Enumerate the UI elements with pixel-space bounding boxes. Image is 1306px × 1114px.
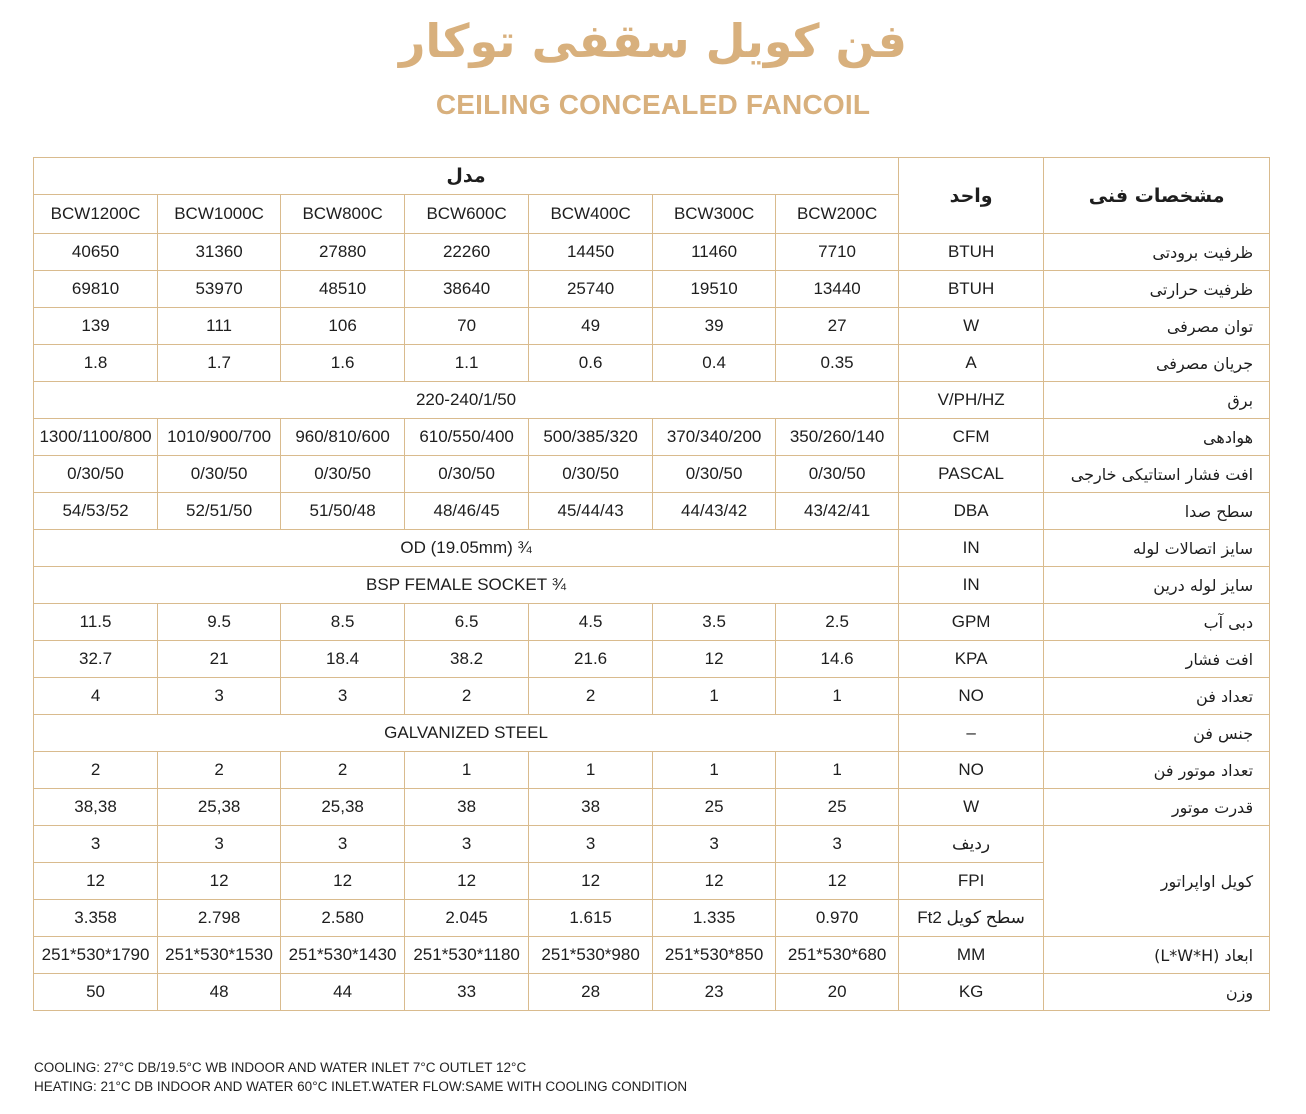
row-value: 25: [776, 789, 899, 826]
table-row: [34, 604, 1270, 641]
row-value: 0/30/50: [281, 456, 405, 493]
row-param: سطح صدا: [1044, 493, 1270, 530]
row-value: 12: [34, 863, 158, 900]
row-value: 2: [529, 678, 653, 715]
row-merged-value: ¾ OD (19.05mm): [34, 530, 899, 567]
row-value: 44/43/42: [653, 493, 776, 530]
model-name: BCW1000C: [158, 195, 281, 234]
row-value: 6.5: [405, 604, 529, 641]
row-value: 54/53/52: [34, 493, 158, 530]
row-unit: NO: [899, 752, 1044, 789]
page-title-fa: فن کویل سقفی توکار: [398, 14, 908, 68]
row-value: 31360: [158, 234, 281, 271]
row-value: 48510: [281, 271, 405, 308]
table-row: [34, 456, 1270, 493]
row-value: 1.7: [158, 345, 281, 382]
row-value: 14.6: [776, 641, 899, 678]
row-value: 850*530*251: [653, 937, 776, 974]
row-value: 27: [776, 308, 899, 345]
table-row: [34, 715, 1270, 752]
row-value: 2: [158, 752, 281, 789]
row-value: 4: [34, 678, 158, 715]
spec-table: [33, 157, 1270, 1011]
row-value: 11460: [653, 234, 776, 271]
row-unit: KPA: [899, 641, 1044, 678]
row-param: سایز اتصالات لوله: [1044, 530, 1270, 567]
row-unit: V/PH/HZ: [899, 382, 1044, 419]
row-value: 139: [34, 308, 158, 345]
row-value: 69810: [34, 271, 158, 308]
row-value: 3: [281, 826, 405, 863]
table-row: [34, 419, 1270, 456]
row-value: 3.5: [653, 604, 776, 641]
row-value: 23: [653, 974, 776, 1011]
row-unit: سطح کویل Ft2: [899, 900, 1044, 937]
row-unit: MM: [899, 937, 1044, 974]
note-cooling: COOLING: 27°C DB/19.5°C WB INDOOR AND WATER INLET 7°C OUTLET 12°C: [34, 1060, 527, 1075]
row-value: 0.6: [529, 345, 653, 382]
row-value: 3: [405, 826, 529, 863]
row-value: 12: [653, 641, 776, 678]
row-value: 3: [653, 826, 776, 863]
row-merged-value: ¾ BSP FEMALE SOCKET: [34, 567, 899, 604]
row-unit: –: [899, 715, 1044, 752]
row-unit: GPM: [899, 604, 1044, 641]
row-value: 25,38: [281, 789, 405, 826]
header-param: مشخصات فنی: [1044, 158, 1270, 234]
row-value: 33: [405, 974, 529, 1011]
row-value: 1.6: [281, 345, 405, 382]
model-name: BCW200C: [776, 195, 899, 234]
row-value: 38: [529, 789, 653, 826]
row-value: 38640: [405, 271, 529, 308]
table-row: [34, 641, 1270, 678]
row-value: 680*530*251: [776, 937, 899, 974]
row-param: ابعاد (L*W*H): [1044, 937, 1270, 974]
row-merged-value: GALVANIZED STEEL: [34, 715, 899, 752]
model-name: BCW300C: [653, 195, 776, 234]
row-value: 1010/900/700: [158, 419, 281, 456]
row-param: ظرفیت حرارتی: [1044, 271, 1270, 308]
row-merged-value: 220-240/1/50: [34, 382, 899, 419]
row-value: 3: [158, 678, 281, 715]
row-value: 1.8: [34, 345, 158, 382]
row-param: دبی آب: [1044, 604, 1270, 641]
row-value: 980*530*251: [529, 937, 653, 974]
row-value: 21: [158, 641, 281, 678]
row-value: 48/46/45: [405, 493, 529, 530]
row-unit: IN: [899, 567, 1044, 604]
row-value: 0/30/50: [776, 456, 899, 493]
table-row: [34, 752, 1270, 789]
row-value: 370/340/200: [653, 419, 776, 456]
row-value: 4.5: [529, 604, 653, 641]
model-name: BCW1200C: [34, 195, 158, 234]
row-param: تعداد فن: [1044, 678, 1270, 715]
row-param: برق: [1044, 382, 1270, 419]
row-value: 3: [529, 826, 653, 863]
row-value: 49: [529, 308, 653, 345]
row-value: 25740: [529, 271, 653, 308]
row-value: 1: [776, 752, 899, 789]
row-value: 0.970: [776, 900, 899, 937]
row-value: 11.5: [34, 604, 158, 641]
row-value: 12: [405, 863, 529, 900]
row-value: 610/550/400: [405, 419, 529, 456]
row-value: 1.335: [653, 900, 776, 937]
row-value: 1300/1100/800: [34, 419, 158, 456]
row-value: 2.580: [281, 900, 405, 937]
table-row: [34, 974, 1270, 1011]
row-unit: NO: [899, 678, 1044, 715]
row-value: 2.798: [158, 900, 281, 937]
table-row: [34, 789, 1270, 826]
row-value: 12: [281, 863, 405, 900]
row-param: جریان مصرفی: [1044, 345, 1270, 382]
row-value: 1: [653, 678, 776, 715]
row-unit: BTUH: [899, 234, 1044, 271]
row-unit: DBA: [899, 493, 1044, 530]
row-param: وزن: [1044, 974, 1270, 1011]
row-value: 2.045: [405, 900, 529, 937]
note-heating: HEATING: 21°C DB INDOOR AND WATER 60°C INLET.WATER FLOW:SAME WITH COOLING CONDITION: [34, 1079, 688, 1094]
table-row: [34, 937, 1270, 974]
row-value: 0.35: [776, 345, 899, 382]
row-value: 0/30/50: [529, 456, 653, 493]
row-value: 12: [158, 863, 281, 900]
row-value: 1430*530*251: [281, 937, 405, 974]
row-value: 3: [281, 678, 405, 715]
model-name: BCW800C: [281, 195, 405, 234]
row-value: 28: [529, 974, 653, 1011]
row-value: 20: [776, 974, 899, 1011]
row-value: 1: [529, 752, 653, 789]
row-unit: PASCAL: [899, 456, 1044, 493]
row-value: 2: [34, 752, 158, 789]
table-header-row: [34, 158, 1270, 195]
row-value: 3: [34, 826, 158, 863]
model-name: BCW600C: [405, 195, 529, 234]
row-value: 7710: [776, 234, 899, 271]
row-value: 0.4: [653, 345, 776, 382]
row-value: 960/810/600: [281, 419, 405, 456]
row-value: 50: [34, 974, 158, 1011]
row-value: 0/30/50: [158, 456, 281, 493]
row-value: 12: [529, 863, 653, 900]
row-unit: BTUH: [899, 271, 1044, 308]
row-unit: W: [899, 308, 1044, 345]
row-value: 21.6: [529, 641, 653, 678]
row-unit: ردیف: [899, 826, 1044, 863]
row-value: 27880: [281, 234, 405, 271]
row-value: 8.5: [281, 604, 405, 641]
row-value: 18.4: [281, 641, 405, 678]
row-value: 38.2: [405, 641, 529, 678]
row-value: 1530*530*251: [158, 937, 281, 974]
row-param: ظرفیت برودتی: [1044, 234, 1270, 271]
row-unit: FPI: [899, 863, 1044, 900]
row-value: 3: [776, 826, 899, 863]
table-row: [34, 493, 1270, 530]
table-row: [34, 308, 1270, 345]
row-value: 0/30/50: [653, 456, 776, 493]
row-value: 22260: [405, 234, 529, 271]
row-value: 19510: [653, 271, 776, 308]
header-model: مدل: [34, 158, 899, 195]
row-value: 51/50/48: [281, 493, 405, 530]
row-value: 43/42/41: [776, 493, 899, 530]
row-value: 40650: [34, 234, 158, 271]
row-param: سایز لوله درین: [1044, 567, 1270, 604]
row-value: 39: [653, 308, 776, 345]
row-value: 1: [776, 678, 899, 715]
table-row: [34, 271, 1270, 308]
row-value: 1.1: [405, 345, 529, 382]
row-value: 111: [158, 308, 281, 345]
row-value: 1.615: [529, 900, 653, 937]
row-value: 2.5: [776, 604, 899, 641]
row-value: 2: [405, 678, 529, 715]
row-value: 12: [776, 863, 899, 900]
table-row: [34, 345, 1270, 382]
footnotes: [34, 1058, 687, 1096]
row-value: 0/30/50: [405, 456, 529, 493]
table-row: [34, 826, 1270, 863]
row-unit: CFM: [899, 419, 1044, 456]
row-value: 12: [653, 863, 776, 900]
row-param: توان مصرفی: [1044, 308, 1270, 345]
row-value: 14450: [529, 234, 653, 271]
row-unit: A: [899, 345, 1044, 382]
table-row: [34, 678, 1270, 715]
row-value: 48: [158, 974, 281, 1011]
row-value: 9.5: [158, 604, 281, 641]
row-value: 1790*530*251: [34, 937, 158, 974]
row-param: جنس فن: [1044, 715, 1270, 752]
row-value: 25,38: [158, 789, 281, 826]
row-param: قدرت موتور: [1044, 789, 1270, 826]
row-value: 25: [653, 789, 776, 826]
row-value: 500/385/320: [529, 419, 653, 456]
row-unit: KG: [899, 974, 1044, 1011]
row-param: هوادهی: [1044, 419, 1270, 456]
table-row: [34, 382, 1270, 419]
table-row: [34, 567, 1270, 604]
row-value: 53970: [158, 271, 281, 308]
row-value: 70: [405, 308, 529, 345]
row-value: 38: [405, 789, 529, 826]
row-param: کویل اواپراتور: [1044, 826, 1270, 937]
page-title-en: CEILING CONCEALED FANCOIL: [435, 89, 871, 120]
row-unit: W: [899, 789, 1044, 826]
row-value: 350/260/140: [776, 419, 899, 456]
row-value: 2: [281, 752, 405, 789]
row-value: 0/30/50: [34, 456, 158, 493]
row-value: 3: [158, 826, 281, 863]
table-row: [34, 530, 1270, 567]
row-unit: IN: [899, 530, 1044, 567]
row-value: 13440: [776, 271, 899, 308]
row-value: 52/51/50: [158, 493, 281, 530]
row-value: 32.7: [34, 641, 158, 678]
row-value: 3.358: [34, 900, 158, 937]
row-param: افت فشار: [1044, 641, 1270, 678]
row-value: 45/44/43: [529, 493, 653, 530]
row-value: 38,38: [34, 789, 158, 826]
row-param: تعداد موتور فن: [1044, 752, 1270, 789]
table-row: [34, 234, 1270, 271]
row-value: 1: [653, 752, 776, 789]
header-unit: واحد: [899, 158, 1044, 234]
row-value: 106: [281, 308, 405, 345]
row-value: 44: [281, 974, 405, 1011]
model-name: BCW400C: [529, 195, 653, 234]
row-param: افت فشار استاتیکی خارجی: [1044, 456, 1270, 493]
row-value: 1: [405, 752, 529, 789]
row-value: 1180*530*251: [405, 937, 529, 974]
